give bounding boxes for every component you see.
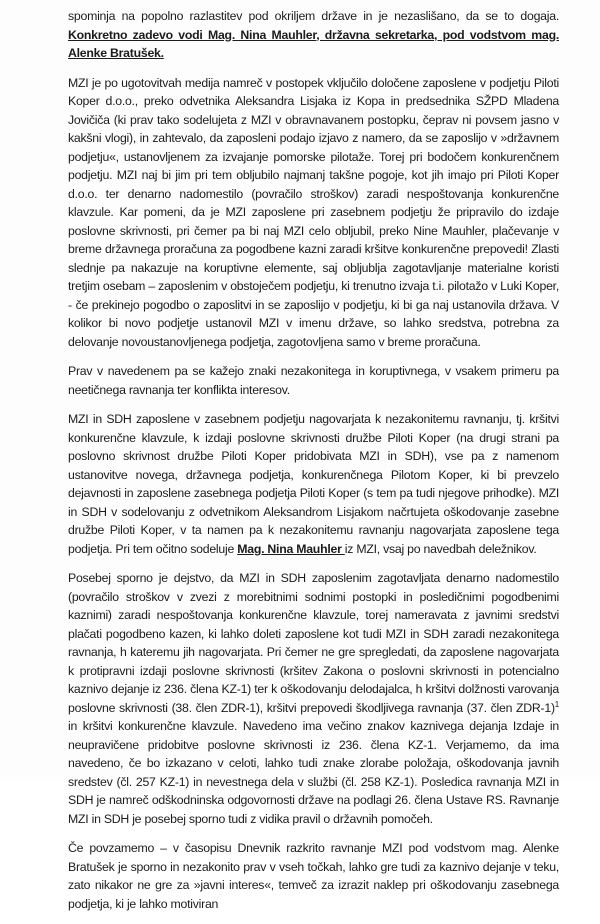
paragraph-5 — [68, 569, 559, 828]
footnote-marker[interactable]: 1 — [554, 699, 559, 709]
document-body — [68, 7, 559, 924]
paragraph-text: in kršitvi konkurenčne klavzule. Navedeno ima večino znakov kaznivega dejanja Izdaje in neupravičene pridobitve poslovne skrivnosti iz 236. člena KZ-1. Verjamemo, da ima navedeno, če bo izkazano v celoti, lahko tudi znake zlorabe položaja, oškodovanja javnih sredstev (čl. 257 KZ-1) in nevestnega dela v službi (čl. 258 KZ-1). Posledica ravnanja MZI in SDH je namreč odškodninska odgovornosti države na podlagi 26. člena Ustave RS. Ravnanje MZI in SDH je posebej sporno tudi z vidika pravil o državnih pomočeh. — [68, 719, 559, 826]
paragraph-1 — [68, 7, 559, 63]
paragraph-text: spominja na popolno razlastitev pod okriljem države in je nezaslišano, da se to dogaja. — [68, 9, 559, 23]
emphasis-text: Konkretno zadevo vodi Mag. Nina Mauhler, državna sekretarka, pod vodstvom mag. Alenke Bratušek. — [68, 27, 559, 60]
emphasis-text: Mag. Nina Mauhler — [237, 541, 345, 556]
paragraph-text: iz MZI, vsaj po navedbah deležnikov. — [344, 541, 537, 556]
paragraph-text: Posebej sporno je dejstvo, da MZI in SDH zaposlenim zagotavljata denarno nadomestilo (povračilo stroškov v zvezi z morebitnimi sodnimi postopki in posledičnimi pogodbenimi kaznimi) zaradi nespoštovanja konkurenčne klavzule, torej nameravata z javnimi sredstvi plačati pogodbeno kazen, ki lahko doleti zaposlene kot tudi MZI in SDH zaradi nezakonitega ravnanja, h kateremu jih nagovarjata. Pri čemer ne gre spregledati, da zaposlene nagovarjata k protipravni izdaji poslovne skrivnosti (kršitev Zakona o poslovni skrivnosti in potencialno kaznivo dejanje iz 236. člena KZ-1) ter k oškodovanju delodajalca, h kršitvi dolžnosti varovanja poslovne skrivnosti (38. člen ZDR-1), kršitvi prepovedi škodljivega ravnanja (37. člen ZDR-1) — [68, 571, 559, 715]
paragraph-text: MZI in SDH zaposlene v zasebnem podjetju nagovarjata k nezakonitemu ravnanju, tj. kršitvi konkurenčne klavzule, k izdaji poslovne skrivnosti družbe Piloti Koper (na drugi strani pa poslovno skrivnost družbe Piloti Koper pridobivata MZI in SDH), vse pa z namenom ustanovitve novega, državnega podjetja, konkurenčnega Pilotom Koper, ki bi prevzelo dejavnosti in zaposlene zasebnega podjetja Piloti Koper (s tem pa tudi njegove prihodke). MZI in SDH v sodelovanju z odvetnikom Aleksandrom Lisjakom načrtujeta oškodovanje zasebne družbe Piloti Koper, v ta namen pa k nezakonitemu ravnanju nagovarjata zaposlene tega podjetja. Pri tem očitno sodeluje — [68, 412, 559, 556]
paragraph-text: Prav v navedenem pa se kažejo znaki nezakonitega in koruptivnega, v vsakem primeru pa neetičnega ravnanja ter konflikta interesov. — [68, 364, 559, 397]
paragraph-text: MZI je po ugotovitvah medija namreč v postopek vključilo določene zaposlene v podjetju Piloti Koper d.o.o., preko odvetnika Aleksandra Lisjaka iz Kopa in predsednika SŽPD Mladena Jovičiča (ki prav tako sodelujeta z MZI v obravnavanem postopku, čeprav ni povsem jasno v kakšni vlogi), in zahtevalo, da zaposleni podajo izjavo z namero, da se zaposlijo v »državnem podjetju«, ustanovljenem za izvajanje pomorske pilotaže. Torej pri bodočem konkurenčnem podjetju. MZI naj bi jim pri tem obljubilo najmanj takšne pogoje, kot jih imajo pri Piloti Koper d.o.o. ter denarno nadomestilo (povračilo stroškov) zaradi nespoštovanja konkurenčne klavzule. Kar pomeni, da je MZI zaposlene pri zasebnem podjetju že pripravilo do izdaje poslovne skrivnosti, pri čemer pa bi naj MZI celo obljubil, preko Nine Mauhler, plačevanje v breme državnega proračuna za pogodbene kazni zaradi kršitve konkurenčne prepovedi! Zlasti slednje pa nakazuje na koruptivne elemente, saj obljublja zagotavljanje materialne koristi tretjim osebam – zaposlenim v obstoječem podjetju, ki trenutno izvaja t.i. pilotažo v Luki Koper, - če prekinejo pogodbo o zaposlitvi in se zaposlijo v podjetju, ki bi ga naj ustanovila država. V kolikor bi novo podjetje ustanovil MZI v imenu države, so lahko sredstva, potrebna za delovanje novoustanovljenega podjetja, zagotovljena samo v breme proračuna. — [68, 75, 559, 349]
paragraph-4 — [68, 410, 559, 558]
paragraph-text: Če povzamemo – v časopisu Dnevnik razkrito ravnanje MZI pod vodstvom mag. Alenke Bratušek je sporno in nezakonito prav v vseh točkah, lahko gre tudi za kaznivo dejanje v teku, zato nikakor ne gre za »javni interes«, temveč za izrazit naklep pri oškodovanju zasebnega podjetja, ki je lahko motiviran — [68, 841, 559, 911]
paragraph-2 — [68, 74, 559, 352]
paragraph-6 — [68, 839, 559, 913]
paragraph-3 — [68, 362, 559, 399]
